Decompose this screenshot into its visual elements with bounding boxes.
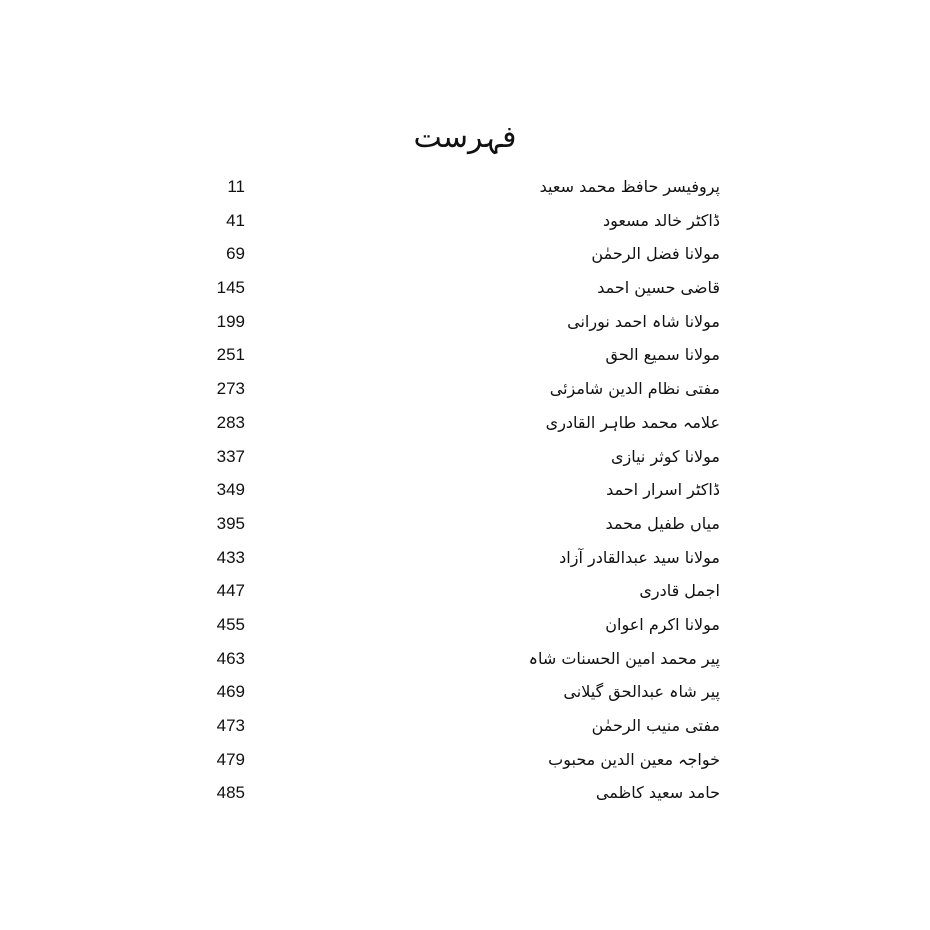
- toc-entry-page-number: 199: [216, 311, 245, 331]
- toc-entry: [205, 408, 720, 442]
- toc-entry-name: مولانا سمیع الحق: [605, 345, 720, 365]
- toc-entry-name: مولانا اکرم اعوان: [605, 614, 720, 634]
- toc-entry-page-number: 433: [216, 547, 245, 567]
- toc-entry: [205, 442, 720, 476]
- toc-entry: [205, 778, 720, 812]
- toc-entry: [205, 172, 720, 206]
- toc-entry-page-number: 479: [216, 749, 245, 769]
- toc-entry-name: مولانا سید عبدالقادر آزاد: [559, 547, 720, 567]
- toc-entry-page-number: 469: [216, 682, 245, 702]
- toc-entry: [205, 576, 720, 610]
- toc-entry-page-number: 349: [216, 480, 245, 500]
- toc-entry-name: مفتی منیب الرحمٰن: [591, 716, 720, 735]
- toc-entry-name: مفتی نظام الدین شامزئی: [549, 379, 720, 399]
- toc-entry-page-number: 69: [226, 244, 245, 264]
- toc-entry-name: مولانا فضل الرحمٰن: [591, 244, 720, 264]
- toc-entry-page-number: 447: [216, 581, 245, 601]
- toc-entry: [205, 644, 720, 678]
- toc-entry-name: ڈاکٹر اسرار احمد: [606, 480, 720, 500]
- toc-entry-page-number: 473: [216, 716, 245, 735]
- toc-entry-page-number: 395: [216, 513, 245, 533]
- toc-entry-page-number: 145: [216, 278, 245, 298]
- toc-entry-name: پیر محمد امین الحسنات شاہ: [528, 648, 720, 668]
- toc-entry-name: اجمل قادری: [639, 581, 720, 601]
- toc-entry-name: میاں طفیل محمد: [605, 513, 720, 533]
- toc-entry-name: پروفیسر حافظ محمد سعید: [539, 177, 720, 196]
- toc-entry-page-number: 337: [216, 446, 245, 466]
- toc-entry: [205, 374, 720, 408]
- toc-entry-page-number: 455: [216, 614, 245, 634]
- toc-entry: [205, 307, 720, 341]
- toc-entry: [205, 543, 720, 577]
- toc-entry-name: ڈاکٹر خالد مسعود: [602, 210, 720, 230]
- toc-entry: [205, 509, 720, 543]
- toc-entry-page-number: 41: [226, 210, 245, 230]
- toc-entry-name: مولانا کوثر نیازی: [610, 446, 720, 466]
- toc-entry: [205, 745, 720, 779]
- toc-entry: [205, 610, 720, 644]
- toc-entry-page-number: 273: [216, 379, 245, 399]
- toc-entry: [205, 677, 720, 711]
- toc-entry-name: قاضی حسین احمد: [597, 278, 720, 298]
- page-title: فہرست: [413, 120, 517, 155]
- table-of-contents: [205, 172, 720, 812]
- toc-entry-page-number: 463: [216, 648, 245, 668]
- toc-entry-name: حامد سعید کاظمی: [595, 783, 720, 803]
- toc-entry-page-number: 11: [227, 177, 245, 196]
- toc-entry-name: خواجہ معین الدین محبوب: [548, 749, 720, 769]
- toc-entry: [205, 340, 720, 374]
- toc-entry-name: علامہ محمد طاہر القادری: [545, 412, 720, 432]
- toc-entry: [205, 711, 720, 745]
- toc-entry: [205, 239, 720, 273]
- toc-entry: [205, 475, 720, 509]
- toc-entry-page-number: 485: [216, 783, 245, 803]
- toc-entry-page-number: 251: [216, 345, 245, 365]
- toc-entry-name: مولانا شاہ احمد نورانی: [567, 311, 720, 331]
- toc-entry-name: پیر شاہ عبدالحق گیلانی: [563, 682, 720, 702]
- toc-entry: [205, 273, 720, 307]
- toc-entry-page-number: 283: [216, 412, 245, 432]
- toc-entry: [205, 206, 720, 240]
